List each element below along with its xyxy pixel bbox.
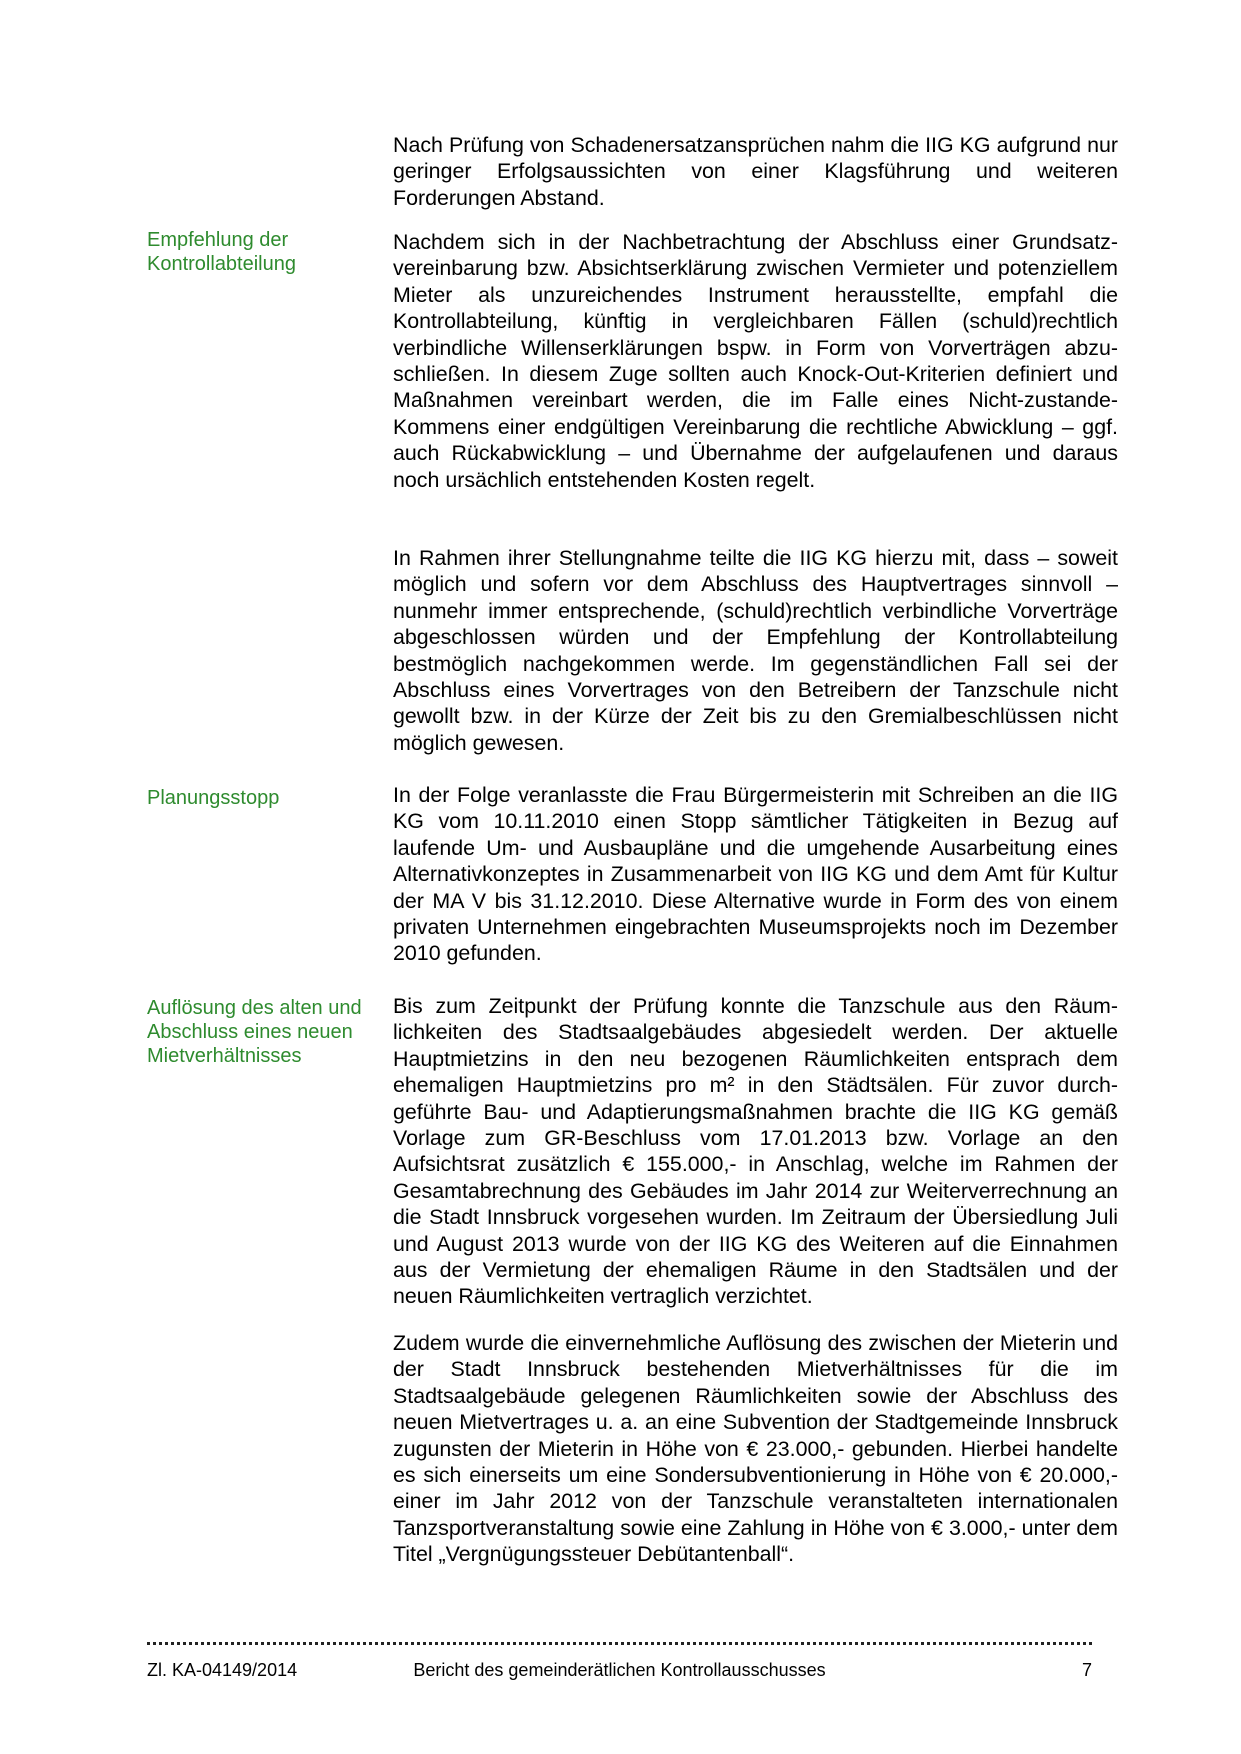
- footer-title: Bericht des gemeinderätlichen Kontrollausschusses: [413, 1660, 826, 1680]
- margin-note-planungsstopp: Planungsstopp: [147, 787, 280, 809]
- page-number: 7: [1081, 1660, 1092, 1680]
- paragraph-empfehlung: Nachdem sich in der Nachbetrachtung der Abschluss einer Grundsatzvereinbarung bzw. Absichtserklärung zwischen Vermieter und potenziellem Mieter als unzureichendes Instrument herausstellte, empfahl die Kontrollabteilung, künftig in vergleichbaren Fällen (schuld)rechtlich verbindliche Willenserklärungen bspw. in Form von Vorverträgen abzuschließen. In diesem Zuge sollten auch Knock-Out-Kriterien definiert und Maßnahmen vereinbart werden, die im Falle eines Nicht-zustande-Kommens einer endgültigen Vereinbarung die rechtliche Abwicklung – ggf. auch Rückabwicklung – und Übernahme der aufgelaufenen und daraus noch ursächlich entstehenden Kosten regelt.: [393, 230, 1118, 492]
- paragraph-tanzschule: Bis zum Zeitpunkt der Prüfung konnte die Tanzschule aus den Räumlichkeiten des Stadtsaalgebäudes abgesiedelt werden. Der aktuelle Hauptmietzins in den neu bezogenen Räumlichkeiten entsprach dem ehemaligen Hauptmietzins pro m² in den Städtsälen. Für zuvor durchgeführte Bau- und Adaptierungsmaßnahmen brachte die IIG KG gemäß Vorlage zum GR-Beschluss vom 17.01.2013 bzw. Vorlage an den Aufsichtsrat zusätzlich € 155.000,- in Anschlag, welche im Rahmen der Gesamtabrechnung des Gebäudes im Jahr 2014 zur Weiterverrechnung an die Stadt Innsbruck vorgesehen wurden. Im Zeitraum der Übersiedlung Juli und August 2013 wurde von der IIG KG des Weiteren auf die Einnahmen aus der Vermietung der ehemaligen Räume in den Stadtsälen und der neuen Räumlichkeiten vertraglich verzichtet.: [393, 994, 1118, 1309]
- page-footer: [147, 1659, 1092, 1685]
- paragraph-aufloesung: Zudem wurde die einvernehmliche Auflösung des zwischen der Mieterin und der Stadt Innsbruck bestehenden Mietverhältnisses für die im Stadtsaalgebäude gelegenen Räumlichkeiten sowie der Abschluss des neuen Mietvertrages u. a. an eine Subvention der Stadtgemeinde Innsbruck zugunsten der Mieterin in Höhe von € 23.000,- gebunden. Hierbei handelte es sich einerseits um eine Sondersubventionierung in Höhe von € 20.000,- einer im Jahr 2012 von der Tanzschule veranstalteten internationalen Tanzsportveranstaltung sowie eine Zahlung in Höhe von € 3.000,- unter dem Titel „Vergnügungssteuer Debütantenball“.: [393, 1331, 1118, 1567]
- paragraph-stellungnahme: In Rahmen ihrer Stellungnahme teilte die IIG KG hierzu mit, dass – soweit möglich und sofern vor dem Abschluss des Hauptvertrages sinnvoll – nunmehr immer entsprechende, (schuld)rechtlich verbindliche Vorverträge abgeschlossen würden und der Empfehlung der Kontrollabteilung bestmöglich nachgekommen werde. Im gegenständlichen Fall sei der Abschluss eines Vorvertrages von den Betreibern der Tanzschule nicht gewollt bzw. in der Kürze der Zeit bis zu den Gremialbeschlüssen nicht möglich gewesen.: [393, 546, 1118, 755]
- margin-note-empfehlung: Empfehlung der Kontrollabteilung: [147, 229, 296, 275]
- footer-divider: [147, 1642, 1092, 1645]
- footer-reference: Zl. KA-04149/2014: [147, 1660, 298, 1680]
- paragraph-schadenersatz: Nach Prüfung von Schadenersatzansprüchen nahm die IIG KG aufgrund nur geringer Erfolgsaussichten von einer Klagsführung und weiteren Forderungen Abstand.: [393, 133, 1118, 210]
- margin-note-aufloesung: Auflösung des alten und Abschluss eines neuen Mietverhältnisses: [147, 997, 362, 1067]
- paragraph-planungsstopp: In der Folge veranlasste die Frau Bürgermeisterin mit Schreiben an die IIG KG vom 10.11.2010 einen Stopp sämtlicher Tätigkeiten in Bezug auf laufende Um- und Ausbaupläne und die umgehende Ausarbeitung eines Alternativkonzeptes in Zusammenarbeit von IIG KG und dem Amt für Kultur der MA V bis 31.12.2010. Diese Alternative wurde in Form des von einem privaten Unternehmen eingebrachten Museumsprojekts noch im Dezember 2010 gefunden.: [393, 783, 1118, 966]
